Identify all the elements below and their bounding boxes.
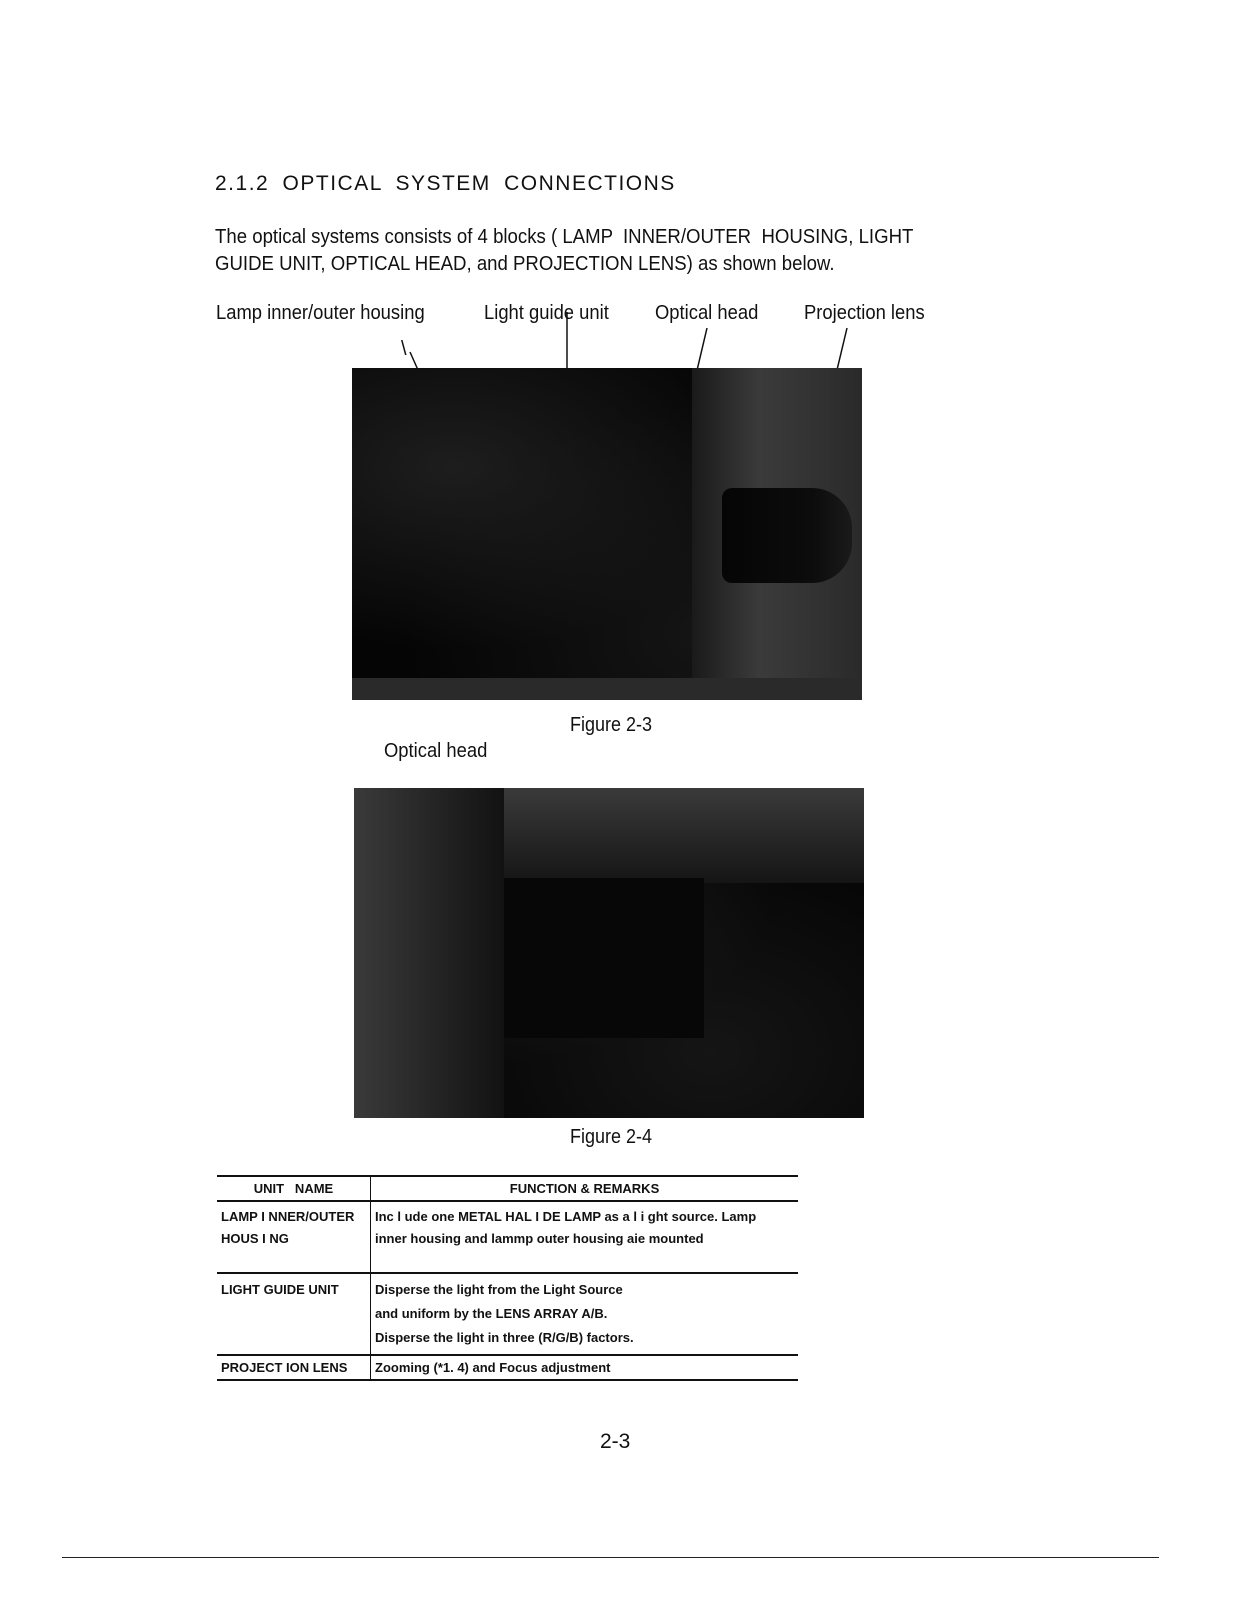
intro-line-1: The optical systems consists of 4 blocks ( LAMP INNER/OUTER HOUSING, LIGHT (215, 226, 914, 248)
callout-lamp-housing: Lamp inner/outer housing (216, 302, 425, 324)
figure-2-3-caption: Figure 2-3 (570, 714, 653, 736)
section-heading: 2.1.2 OPTICAL SYSTEM CONNECTIONS (215, 172, 676, 195)
table-header-row (217, 1176, 798, 1201)
photo2-background-left (354, 788, 504, 1118)
callout-projection-lens: Projection lens (804, 302, 925, 324)
optical-head-label: Optical head (384, 740, 488, 762)
page-number: 2-3 (600, 1430, 631, 1453)
function-line: and uniform by the LENS ARRAY A/B. (375, 1306, 608, 1321)
footer-rule (62, 1557, 1159, 1558)
unit-name-cell (217, 1201, 371, 1273)
optical-head-block (504, 878, 704, 1038)
callout-optical-head: Optical head (655, 302, 759, 324)
function-cell: Zooming (*1. 4) and Focus adjustment (375, 1360, 611, 1375)
intro-line-2: GUIDE UNIT, OPTICAL HEAD, and PROJECTION LENS) as shown below. (215, 253, 835, 275)
unit-name-cell (217, 1273, 371, 1355)
optical-system-photo (352, 368, 862, 700)
projection-lens-shape (722, 488, 852, 583)
photo-base (352, 678, 862, 700)
function-line: Disperse the light in three (R/G/B) factors. (375, 1330, 634, 1345)
optical-head-photo (354, 788, 864, 1118)
table-row (217, 1355, 798, 1380)
function-line: Disperse the light from the Light Source (375, 1282, 623, 1297)
unit-name-line: LAMP I NNER/OUTER (221, 1209, 355, 1224)
unit-name-line: HOUS I NG (221, 1231, 289, 1246)
unit-function-table (217, 1175, 798, 1381)
figure-2-4-caption: Figure 2-4 (570, 1126, 653, 1148)
table-row (217, 1201, 798, 1273)
unit-name-cell: PROJECT ION LENS (217, 1355, 371, 1380)
function-line: inner housing and lammp outer housing aie mounted (375, 1231, 704, 1246)
function-line: Inc l ude one METAL HAL I DE LAMP as a l i ght source. Lamp (375, 1209, 757, 1224)
callout-backslash-mark: \ (401, 338, 407, 360)
unit-name-line: LIGHT GUIDE UNIT (221, 1282, 339, 1297)
header-function-remarks: FUNCTION & REMARKS (509, 1181, 660, 1196)
callout-light-guide: Light guide unit (484, 302, 609, 324)
table-row (217, 1273, 798, 1355)
function-cell (371, 1201, 799, 1273)
function-cell (371, 1273, 799, 1355)
header-unit-name: UNIT NAME (217, 1176, 371, 1201)
